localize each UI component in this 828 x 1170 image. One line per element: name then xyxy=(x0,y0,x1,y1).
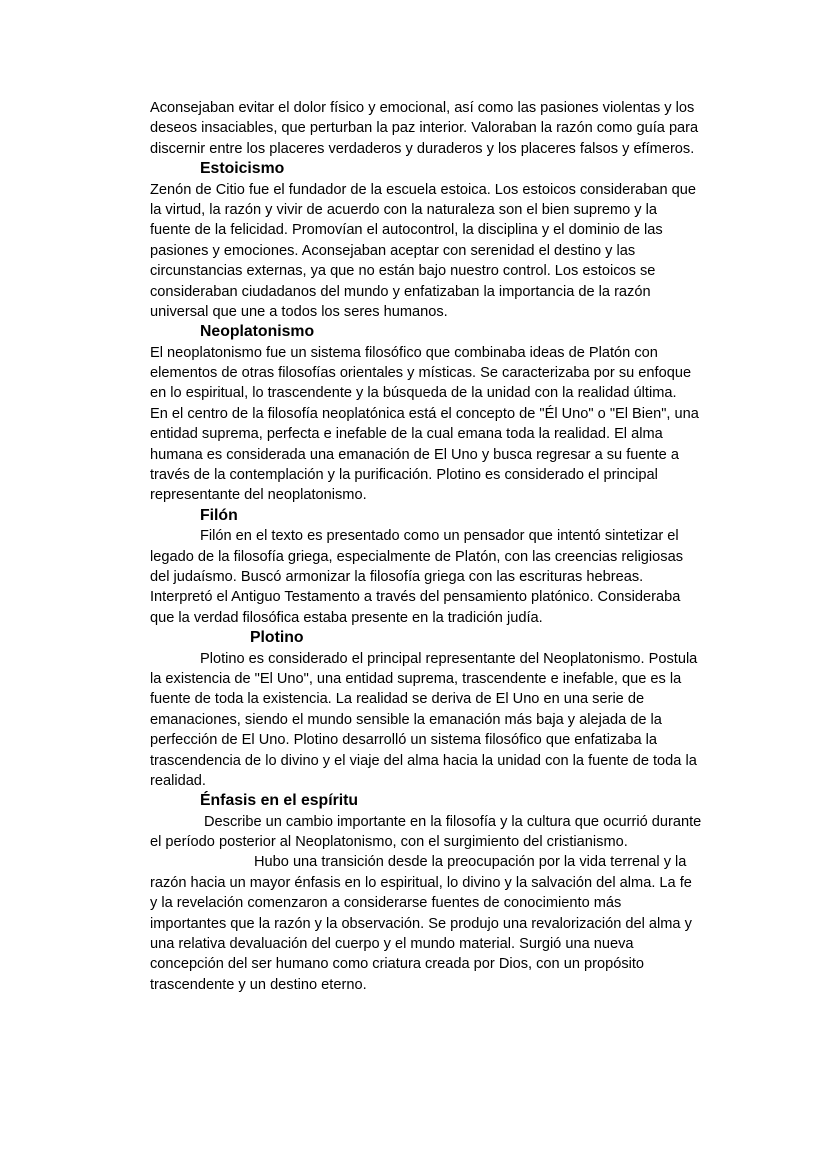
paragraph-line: que la verdad filosófica estaba presente en la tradición judía. xyxy=(150,609,543,626)
paragraph-line: elementos de otras filosofías orientales y místicas. Se caracterizaba por su enfoque xyxy=(150,365,692,382)
paragraph-line: del judaísmo. Buscó armonizar la filosofía griega con las escrituras hebreas. xyxy=(150,568,644,585)
section-heading-plotino: Plotino xyxy=(250,629,304,647)
section-heading-filon: Filón xyxy=(200,506,238,524)
paragraph-line: trascendencia de lo divino y el viaje del alma hacia la unidad con la fuente de toda la xyxy=(150,752,697,769)
paragraph-line: emanaciones, siendo el mundo sensible la emanación más baja y alejada de la xyxy=(150,711,662,728)
paragraph-line: El neoplatonismo fue un sistema filosófico que combinaba ideas de Platón con xyxy=(150,344,658,361)
paragraph-line: discernir entre los placeres verdaderos y duraderos y los placeres falsos y efímeros. xyxy=(150,140,695,157)
paragraph-line: razón hacia un mayor énfasis en lo espiritual, lo divino y la salvación del alma. La fe xyxy=(150,874,692,891)
paragraph-line: Aconsejaban evitar el dolor físico y emocional, así como las pasiones violentas y los xyxy=(150,100,695,116)
paragraph-line: Describe un cambio importante en la filosofía y la cultura que ocurrió durante xyxy=(204,813,702,830)
paragraph-line: humana es considerada una emanación de El Uno y busca regresar a su fuente a xyxy=(150,446,679,463)
paragraph-line: Filón en el texto es presentado como un pensador que intentó sintetizar el xyxy=(200,528,679,545)
paragraph-line: perfección de El Uno. Plotino desarrolló un sistema filosófico que enfatizaba la xyxy=(150,732,658,749)
paragraph-line: entidad suprema, perfecta e inefable de la cual emana toda la realidad. El alma xyxy=(150,426,663,443)
paragraph-line: circunstancias externas, ya que no están bajo nuestro control. Los estoicos se xyxy=(150,263,656,280)
paragraph-line: fuente de la felicidad. Promovían el autocontrol, la disciplina y el dominio de las xyxy=(150,222,663,239)
paragraph-line: importantes que la razón y la observación. Se produjo una revalorización del alma y xyxy=(150,915,692,932)
paragraph-line: la existencia de "El Uno", una entidad suprema, trascendente e inefable, que es la xyxy=(150,670,682,687)
paragraph-line: fuente de toda la existencia. La realidad se deriva de El Uno en una serie de xyxy=(150,691,645,708)
paragraph-line: deseos insaciables, que perturban la paz interior. Valoraban la razón como guía para xyxy=(150,120,699,137)
paragraph-line: consideraban ciudadanos del mundo y enfatizaban la importancia de la razón xyxy=(150,283,651,300)
paragraph-line: Zenón de Citio fue el fundador de la escuela estoica. Los estoicos consideraban que xyxy=(150,181,697,198)
paragraph-line: realidad. xyxy=(150,772,206,789)
paragraph-line: través de la contemplación y la purificación. Plotino es considerado el principal xyxy=(150,467,658,484)
paragraph-line: la virtud, la razón y vivir de acuerdo con la naturaleza son el bien supremo y la xyxy=(150,201,657,218)
section-heading-neoplatonismo: Neoplatonismo xyxy=(200,323,315,341)
paragraph-line: el período posterior al Neoplatonismo, con el surgimiento del cristianismo. xyxy=(150,834,628,851)
paragraph-line: Hubo una transición desde la preocupación por la vida terrenal y la xyxy=(254,854,687,871)
paragraph-line: En el centro de la filosofía neoplatónica está el concepto de "Él Uno" o "El Bien", una xyxy=(150,405,699,422)
section-heading-estoicismo: Estoicismo xyxy=(200,160,285,178)
paragraph-line: pasiones y emociones. Aconsejaban aceptar con serenidad el destino y las xyxy=(150,242,636,259)
paragraph-line: universal que une a todos los seres humanos. xyxy=(150,303,448,320)
document-body xyxy=(150,98,740,995)
paragraph-line: concepción del ser humano como criatura creada por Dios, con un propósito xyxy=(150,956,645,973)
paragraph-line: Interpretó el Antiguo Testamento a través del pensamiento platónico. Consideraba xyxy=(150,589,681,606)
section-heading-enfasis-espiritu: Énfasis en el espíritu xyxy=(200,792,359,810)
paragraph-line: y la revelación comenzaron a considerarse fuentes de conocimiento más xyxy=(150,895,622,912)
paragraph-line: trascendente y un destino eterno. xyxy=(150,976,367,993)
paragraph-line: en lo espiritual, lo trascendente y la búsqueda de la unidad con la realidad última. xyxy=(150,385,677,402)
paragraph-line: Plotino es considerado el principal representante del Neoplatonismo. Postula xyxy=(200,650,698,667)
paragraph-line: representante del neoplatonismo. xyxy=(150,487,367,504)
paragraph-line: legado de la filosofía griega, especialmente de Platón, con las creencias religiosas xyxy=(150,548,683,565)
paragraph-line: una relativa devaluación del cuerpo y el mundo material. Surgió una nueva xyxy=(150,936,634,953)
